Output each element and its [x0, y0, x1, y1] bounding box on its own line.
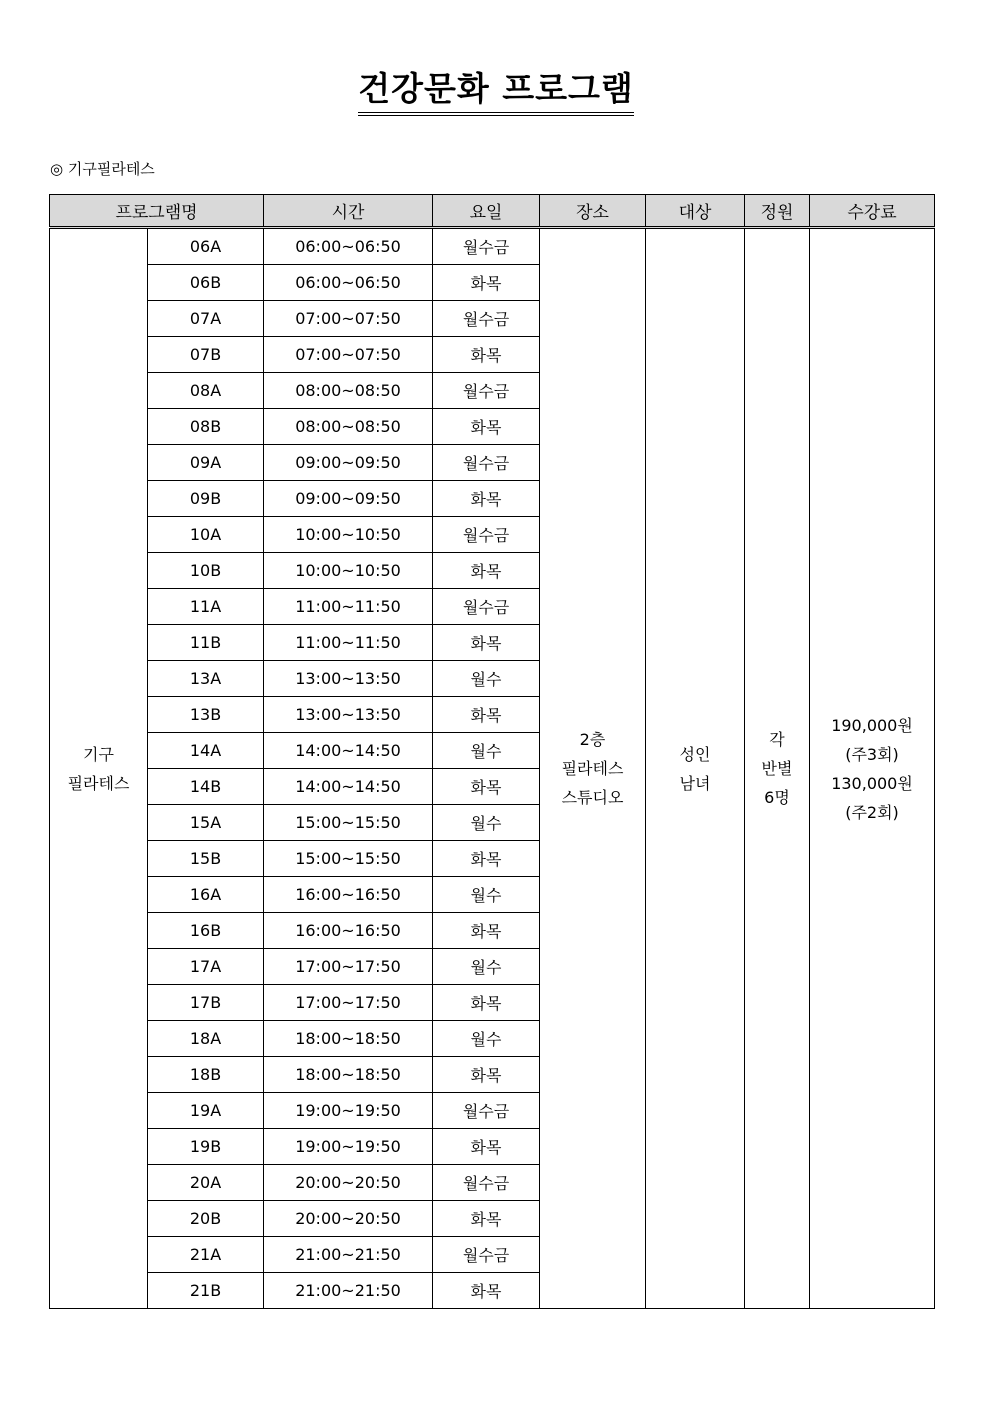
cell-days: 화목 — [433, 1273, 540, 1309]
cell-code: 08B — [148, 409, 264, 445]
header-target: 대상 — [646, 195, 745, 228]
cell-days: 화목 — [433, 337, 540, 373]
header-program: 프로그램명 — [50, 195, 264, 228]
cell-days: 화목 — [433, 769, 540, 805]
cell-code: 14A — [148, 733, 264, 769]
target-cell-line: 남녀 — [679, 773, 711, 793]
cell-code: 17A — [148, 949, 264, 985]
cell-time: 17:00~17:50 — [264, 985, 433, 1021]
target-cell — [646, 228, 745, 1309]
fee-cell — [810, 228, 935, 1309]
cell-time: 13:00~13:50 — [264, 661, 433, 697]
cell-time: 07:00~07:50 — [264, 301, 433, 337]
fee-cell-line: 130,000원 — [831, 773, 913, 793]
cell-days: 화목 — [433, 265, 540, 301]
cell-days: 화목 — [433, 841, 540, 877]
cell-days: 화목 — [433, 553, 540, 589]
capacity-cell-line: 각 — [769, 730, 785, 749]
cell-time: 20:00~20:50 — [264, 1201, 433, 1237]
cell-code: 06B — [148, 265, 264, 301]
cell-time: 06:00~06:50 — [264, 228, 433, 265]
program-name-cell-line: 필라테스 — [67, 773, 130, 793]
cell-code: 10A — [148, 517, 264, 553]
cell-time: 18:00~18:50 — [264, 1057, 433, 1093]
cell-code: 19A — [148, 1093, 264, 1129]
fee-cell-line: (주2회) — [845, 802, 899, 822]
capacity-cell — [745, 228, 810, 1309]
cell-time: 15:00~15:50 — [264, 841, 433, 877]
cell-days: 화목 — [433, 1129, 540, 1165]
cell-days: 월수금 — [433, 228, 540, 265]
cell-code: 20A — [148, 1165, 264, 1201]
cell-time: 19:00~19:50 — [264, 1129, 433, 1165]
program-name-cell-line: 기구 — [83, 744, 114, 764]
page-title-text: 건강문화 프로그램 — [358, 66, 634, 116]
cell-time: 08:00~08:50 — [264, 373, 433, 409]
cell-time: 14:00~14:50 — [264, 769, 433, 805]
cell-days: 월수금 — [433, 301, 540, 337]
header-time: 시간 — [264, 195, 433, 228]
cell-code: 15A — [148, 805, 264, 841]
cell-code: 21A — [148, 1237, 264, 1273]
schedule-table — [49, 194, 935, 1309]
fee-cell-line: (주3회) — [845, 744, 899, 764]
cell-code: 11A — [148, 589, 264, 625]
capacity-cell-line: 반별 — [761, 759, 793, 778]
cell-code: 18B — [148, 1057, 264, 1093]
cell-code: 19B — [148, 1129, 264, 1165]
cell-code: 09B — [148, 481, 264, 517]
header-row — [50, 195, 935, 228]
cell-code: 17B — [148, 985, 264, 1021]
cell-code: 10B — [148, 553, 264, 589]
program-name-cell — [50, 228, 148, 1309]
cell-code: 13B — [148, 697, 264, 733]
cell-code: 20B — [148, 1201, 264, 1237]
cell-days: 월수금 — [433, 589, 540, 625]
cell-code: 07A — [148, 301, 264, 337]
cell-days: 월수금 — [433, 373, 540, 409]
cell-days: 월수금 — [433, 1165, 540, 1201]
header-location: 장소 — [540, 195, 646, 228]
location-cell — [540, 228, 646, 1309]
cell-days: 화목 — [433, 913, 540, 949]
cell-days: 월수 — [433, 1021, 540, 1057]
cell-time: 10:00~10:50 — [264, 553, 433, 589]
cell-time: 08:00~08:50 — [264, 409, 433, 445]
cell-time: 06:00~06:50 — [264, 265, 433, 301]
cell-days: 월수 — [433, 805, 540, 841]
cell-days: 화목 — [433, 985, 540, 1021]
cell-time: 15:00~15:50 — [264, 805, 433, 841]
capacity-cell-line: 6명 — [764, 788, 790, 807]
cell-code: 11B — [148, 625, 264, 661]
cell-days: 월수금 — [433, 445, 540, 481]
header-capacity: 정원 — [745, 195, 810, 228]
cell-time: 09:00~09:50 — [264, 445, 433, 481]
cell-time: 18:00~18:50 — [264, 1021, 433, 1057]
cell-code: 18A — [148, 1021, 264, 1057]
header-fee: 수강료 — [810, 195, 935, 228]
cell-days: 화목 — [433, 1057, 540, 1093]
schedule-body — [50, 228, 935, 1309]
cell-time: 17:00~17:50 — [264, 949, 433, 985]
cell-code: 13A — [148, 661, 264, 697]
cell-days: 월수금 — [433, 1237, 540, 1273]
cell-time: 10:00~10:50 — [264, 517, 433, 553]
cell-time: 19:00~19:50 — [264, 1093, 433, 1129]
cell-days: 월수금 — [433, 517, 540, 553]
cell-code: 08A — [148, 373, 264, 409]
cell-time: 21:00~21:50 — [264, 1237, 433, 1273]
cell-code: 16B — [148, 913, 264, 949]
cell-code: 06A — [148, 228, 264, 265]
cell-days: 월수금 — [433, 1093, 540, 1129]
location-cell-line: 필라테스 — [561, 759, 624, 778]
section-heading: ◎ 기구필라테스 — [50, 160, 155, 178]
cell-time: 16:00~16:50 — [264, 877, 433, 913]
cell-time: 21:00~21:50 — [264, 1273, 433, 1309]
header-days: 요일 — [433, 195, 540, 228]
cell-days: 화목 — [433, 697, 540, 733]
cell-days: 월수 — [433, 661, 540, 697]
cell-time: 16:00~16:50 — [264, 913, 433, 949]
location-cell-line: 2층 — [579, 730, 606, 749]
cell-days: 화목 — [433, 1201, 540, 1237]
cell-time: 20:00~20:50 — [264, 1165, 433, 1201]
cell-code: 14B — [148, 769, 264, 805]
cell-time: 11:00~11:50 — [264, 625, 433, 661]
cell-days: 화목 — [433, 481, 540, 517]
cell-time: 09:00~09:50 — [264, 481, 433, 517]
cell-days: 화목 — [433, 409, 540, 445]
fee-cell-line: 190,000원 — [831, 715, 913, 735]
cell-code: 16A — [148, 877, 264, 913]
page-title — [0, 66, 992, 116]
cell-code: 15B — [148, 841, 264, 877]
location-cell-line: 스튜디오 — [561, 788, 624, 807]
cell-days: 화목 — [433, 625, 540, 661]
cell-time: 13:00~13:50 — [264, 697, 433, 733]
cell-code: 07B — [148, 337, 264, 373]
cell-code: 21B — [148, 1273, 264, 1309]
cell-days: 월수 — [433, 877, 540, 913]
cell-time: 11:00~11:50 — [264, 589, 433, 625]
cell-code: 09A — [148, 445, 264, 481]
cell-time: 07:00~07:50 — [264, 337, 433, 373]
cell-days: 월수 — [433, 733, 540, 769]
table-row — [50, 228, 935, 265]
target-cell-line: 성인 — [679, 744, 711, 764]
cell-time: 14:00~14:50 — [264, 733, 433, 769]
cell-days: 월수 — [433, 949, 540, 985]
